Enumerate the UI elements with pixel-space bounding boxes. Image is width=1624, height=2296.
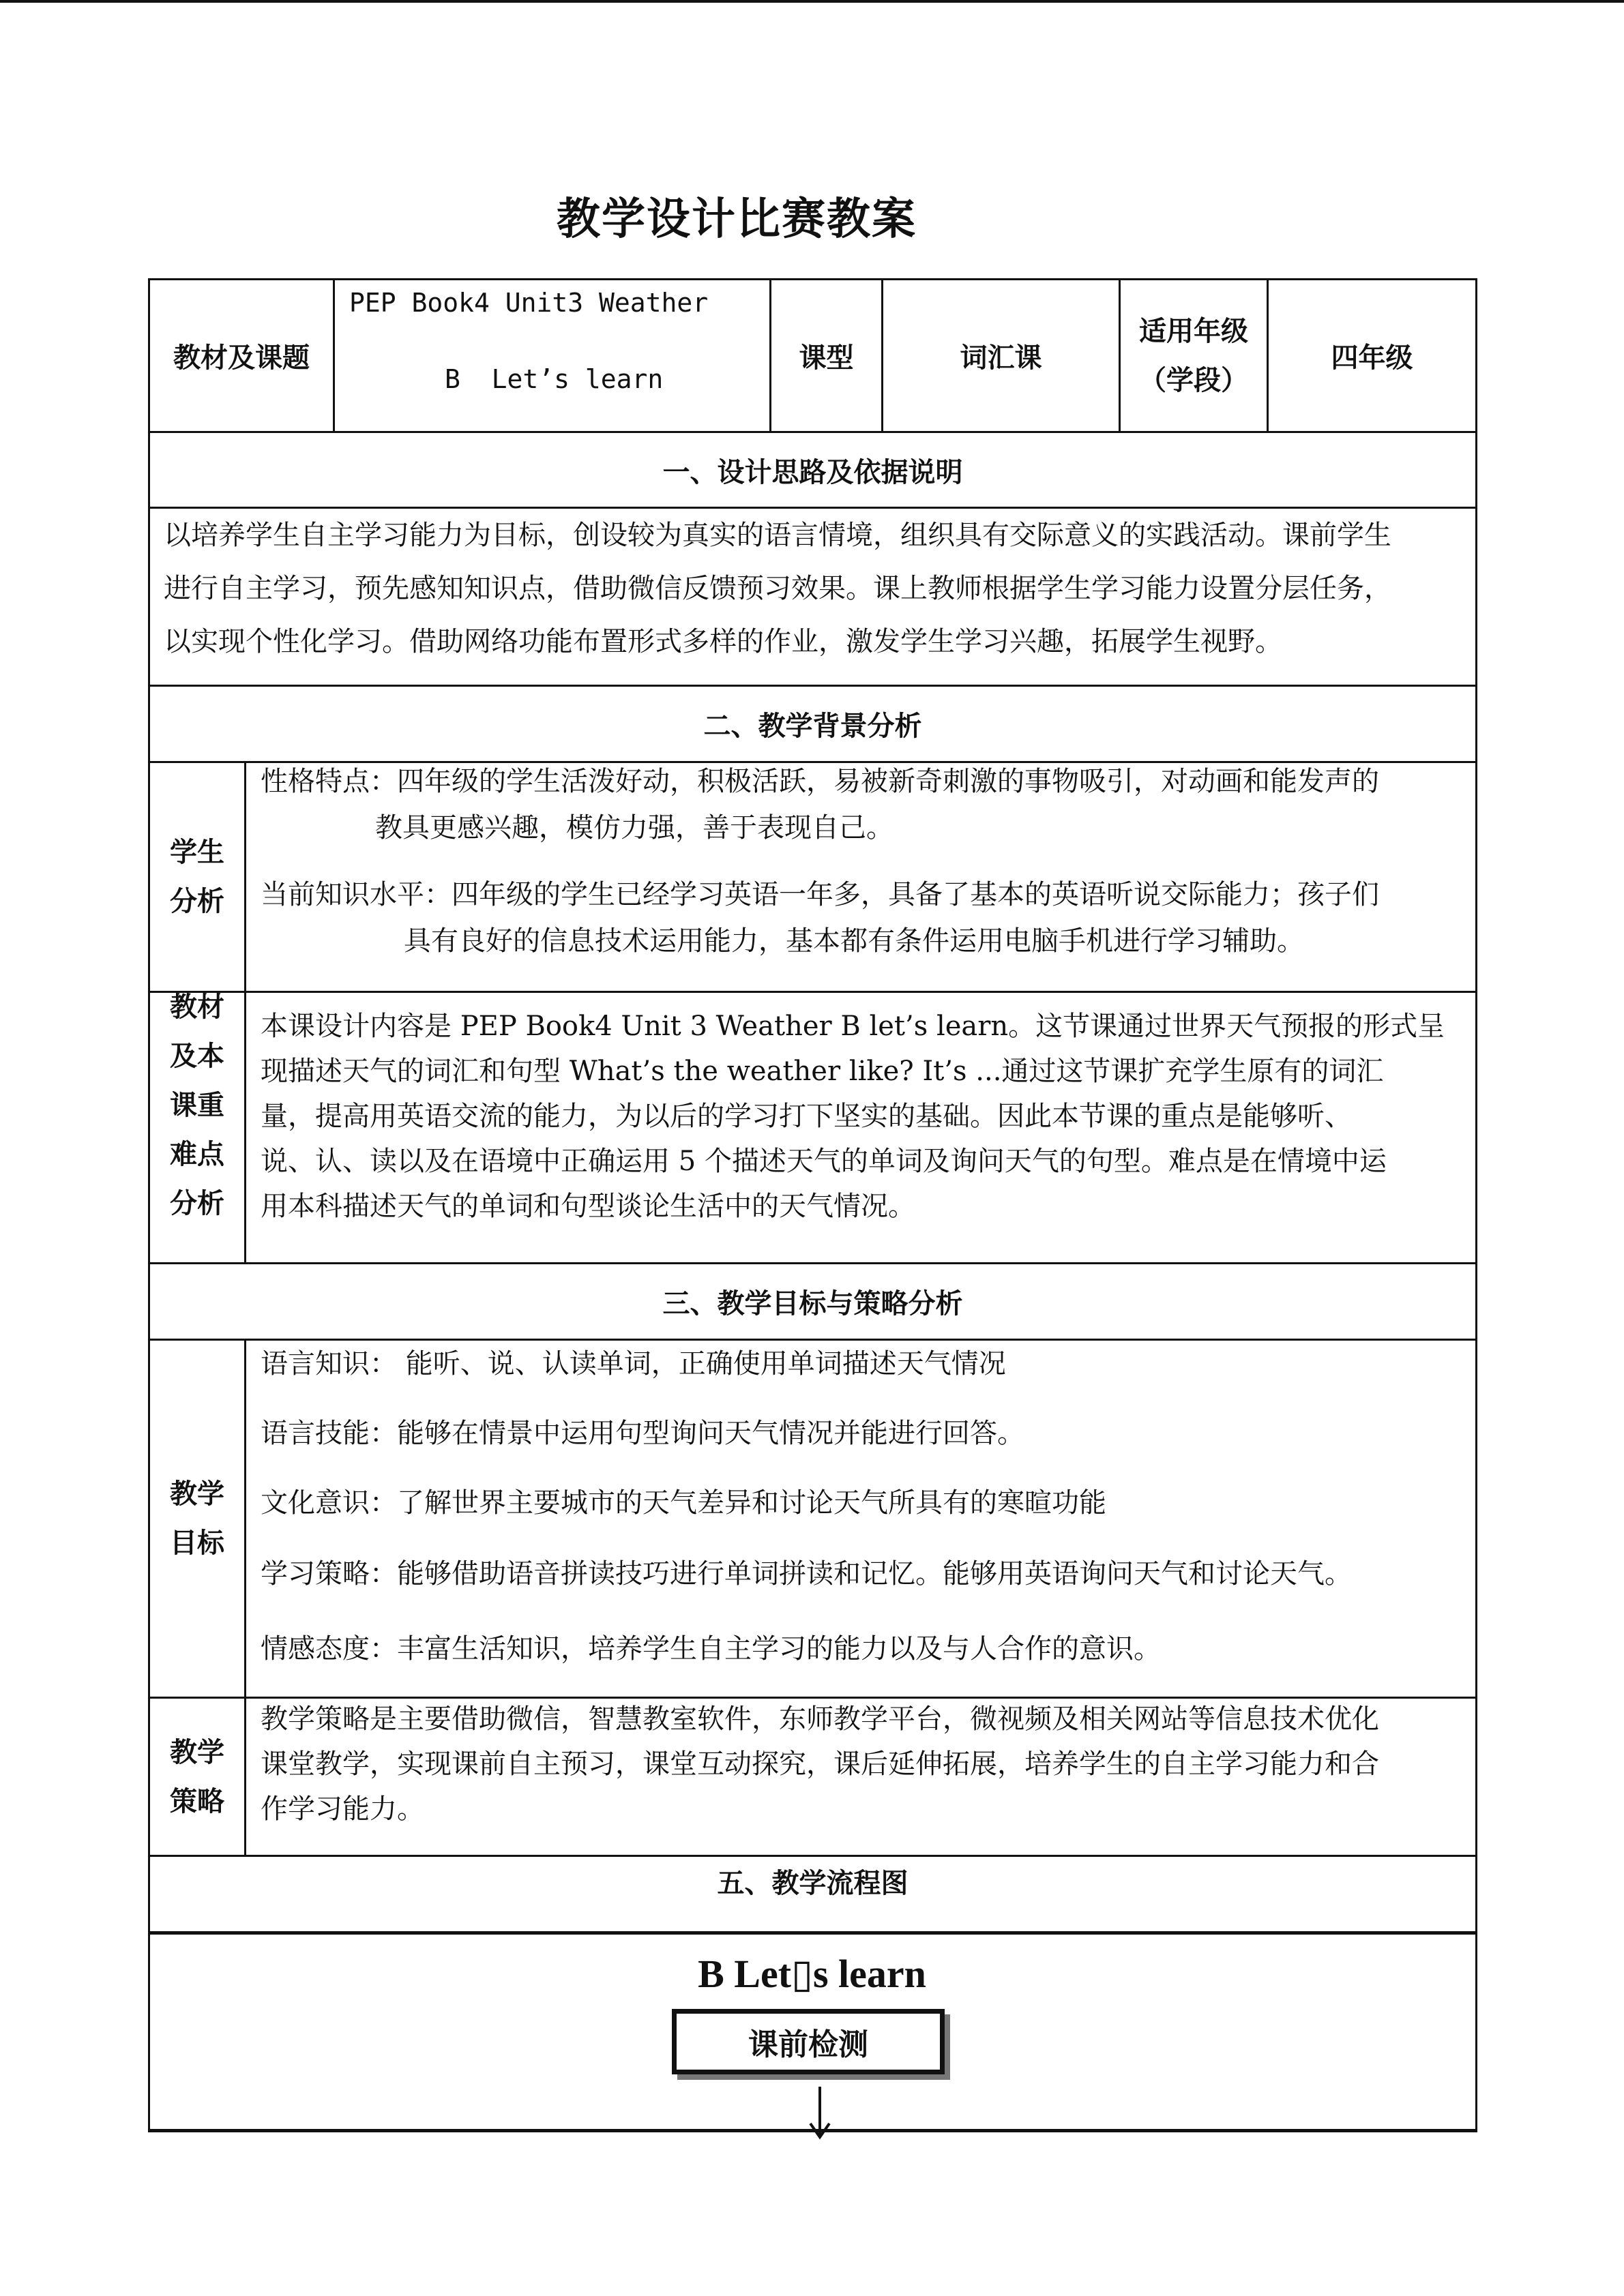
student-item-line: 具有良好的信息技术运用能力，基本都有条件运用电脑手机进行学习辅助。 <box>404 925 1304 957</box>
strategy-label <box>150 1699 244 1855</box>
section3-heading: 三、教学目标与策略分析 <box>662 1288 963 1320</box>
strategy-label-line: 策略 <box>170 1785 224 1817</box>
material-analysis-line: 量，提高用英语交流的能力，为以后的学习打下坚实的基础。因此本节课的重点是能够听、 <box>261 1101 1352 1132</box>
material-label-line: 分析 <box>170 1188 224 1219</box>
material-analysis-label <box>150 993 244 1218</box>
table-rule <box>148 991 1477 993</box>
material-analysis-line: 现描述天气的词汇和句型 What’s the weather like? It’s ...通过这节课扩充学生原有的词汇 <box>261 1056 1384 1087</box>
goals-label-line: 教学 <box>170 1478 224 1510</box>
section1-line: 以实现个性化学习。借助网络功能布置形式多样的作业，激发学生学习兴趣，拓展学生视野。 <box>164 626 1282 657</box>
flowchart-step-box: 课前检测 <box>672 2009 945 2074</box>
material-label-line: 教材 <box>170 992 224 1023</box>
section1-line: 进行自主学习，预先感知知识点，借助微信反馈预习效果。课上教师根据学生学习能力设置分层任务， <box>164 573 1391 604</box>
material-title-line2: B Let’s learn <box>445 364 664 394</box>
grade-label-line2: （学段） <box>1139 364 1248 396</box>
table-rule <box>244 761 246 1264</box>
material-title-line1: PEP Book4 Unit3 Weather <box>349 288 709 318</box>
grade-label-line1: 适用年级 <box>1139 315 1248 347</box>
material-analysis-line: 说、认、读以及在语境中正确运用 5 个描述天气的单词及询问天气的句型。难点是在情境中运 <box>261 1146 1387 1177</box>
grade-label <box>1121 280 1267 431</box>
strategy-label-line: 教学 <box>170 1736 224 1768</box>
goal-item: 语言技能：能够在情景中运用句型询问天气情况并能进行回答。 <box>261 1418 1024 1449</box>
student-item-personality <box>261 758 1461 851</box>
material-analysis-text <box>261 1004 1461 1229</box>
student-item-line: 教具更感兴趣，模仿力强，善于表现自己。 <box>375 812 894 844</box>
section1-text <box>164 509 1460 668</box>
table-rule <box>244 1339 246 1856</box>
page-top-border <box>0 0 1624 3</box>
goal-item: 学习策略：能够借助语音拼读技巧进行单词拼读和记忆。能够用英语询问天气和讨论天气。 <box>261 1558 1352 1590</box>
goal-item: 情感态度：丰富生活知识，培养学生自主学习的能力以及与人合作的意识。 <box>261 1633 1161 1665</box>
material-label: 教材及课题 <box>173 342 310 374</box>
student-label-line: 分析 <box>170 886 224 917</box>
grade-value: 四年级 <box>1331 342 1413 374</box>
section1-line: 以培养学生自主学习能力为目标，创设较为真实的语言情境，组织具有交际意义的实践活动。课前学生 <box>164 520 1391 551</box>
material-label-line: 及本 <box>170 1041 224 1072</box>
type-value: 词汇课 <box>960 342 1042 374</box>
material-analysis-line: 用本科描述天气的单词和句型谈论生活中的天气情况。 <box>261 1191 915 1222</box>
goals-label-line: 目标 <box>170 1527 224 1559</box>
strategy-text <box>261 1697 1461 1832</box>
student-label-line: 学生 <box>170 837 224 868</box>
strategy-line: 教学策略是主要借助微信，智慧教室软件，东师教学平台，微视频及相关网站等信息技术优化 <box>261 1703 1379 1735</box>
section2-heading: 二、教学背景分析 <box>703 711 922 742</box>
table-rule <box>333 278 335 432</box>
goals-label <box>150 1341 244 1697</box>
type-label: 课型 <box>799 342 854 374</box>
section1-heading: 一、设计思路及依据说明 <box>662 456 963 488</box>
material-analysis-line: 本课设计内容是 PEP Book4 Unit 3 Weather B let’s learn。这节课通过世界天气预报的形式呈 <box>261 1011 1445 1042</box>
student-analysis-label <box>150 763 244 991</box>
strategy-line: 作学习能力。 <box>261 1793 424 1825</box>
flowchart-title: B Let▯s learn <box>698 1952 926 1996</box>
table-rule <box>148 1931 1477 1935</box>
material-label-line: 难点 <box>170 1139 224 1170</box>
student-item-line: 当前知识水平：四年级的学生已经学习英语一年多，具备了基本的英语听说交际能力；孩子们 <box>261 879 1379 910</box>
flowchart-arrow-down-icon <box>806 2087 833 2141</box>
section5-heading: 五、教学流程图 <box>717 1867 909 1899</box>
student-item-knowledge <box>261 871 1461 964</box>
material-label-line: 课重 <box>170 1090 224 1121</box>
strategy-line: 课堂教学，实现课前自主预习，课堂互动探究，课后延伸拓展，培养学生的自主学习能力和合 <box>261 1748 1379 1780</box>
student-item-line: 性格特点：四年级的学生活泼好动，积极活跃，易被新奇刺激的事物吸引，对动画和能发声的 <box>261 766 1379 797</box>
goal-item: 语言知识： 能听、说、认读单词，正确使用单词描述天气情况 <box>261 1348 1006 1380</box>
goal-item: 文化意识：了解世界主要城市的天气差异和讨论天气所具有的寒暄功能 <box>261 1487 1106 1519</box>
table-rule <box>148 1339 1477 1341</box>
page-title: 教学设计比赛教案 <box>557 194 917 245</box>
